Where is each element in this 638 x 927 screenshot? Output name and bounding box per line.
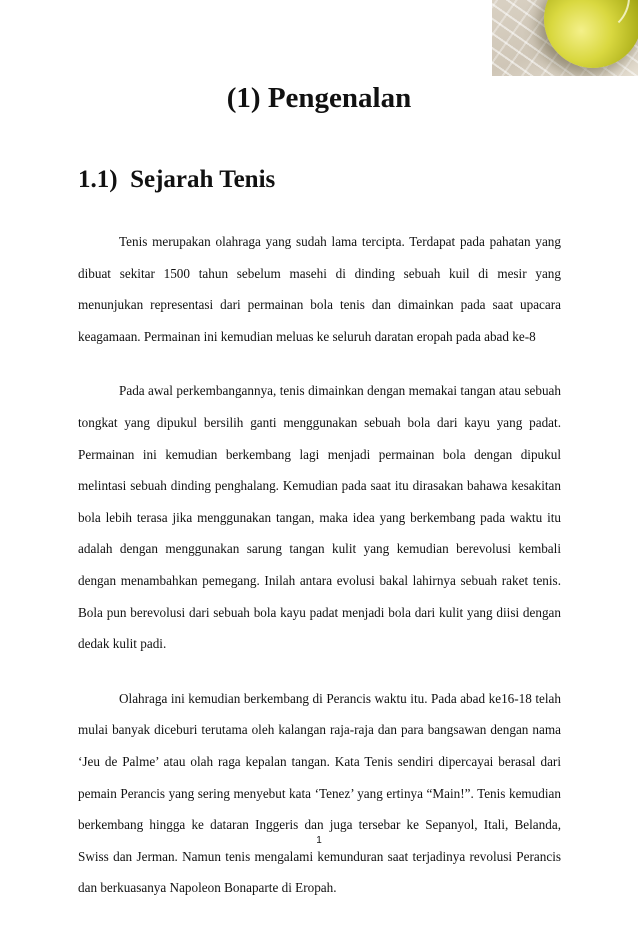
page-title: (1) Pengenalan	[226, 82, 412, 114]
page-number: 1	[316, 835, 322, 846]
paragraph-2: Pada awal perkembangannya, tenis dimainkan dengan memakai tangan atau sebuah tongkat yang dipukul bersilih ganti menggunakan sebuah bola dari kayu yang padat. Permainan ini kemudian berkembang lagi menjadi permainan bola dengan dipukul melintasi sebuah dinding penghalang. Kemudian pada saat itu dirasakan bahawa kesakitan bola lebih terasa jika menggunakan tangan, maka idea yang berkembang pada waktu itu adalah dengan menggunakan sarung tangan kulit yang kemudian berevolusi kembali dengan menambahkan pemegang. Inilah antara evolusi bakal lahirnya sebuah raket tenis. Bola pun berevolusi dari sebuah bola kayu padat menjadi bola dari kulit yang diisi dengan dedak kulit padi.	[78, 383, 561, 652]
tennis-ball-photo	[492, 0, 638, 76]
paragraph-1: Tenis merupakan olahraga yang sudah lama tercipta. Terdapat pada pahatan yang dibuat sekitar 1500 tahun sebelum masehi di dinding sebuah kuil di mesir yang menunjukan representasi dari permainan bola tenis dan dimainkan pada saat upacara keagamaan. Permainan ini kemudian meluas ke seluruh daratan eropah pada abad ke-8	[78, 234, 561, 344]
section-heading: 1.1) Sejarah Tenis	[78, 166, 276, 193]
body-text	[78, 226, 561, 927]
paragraph-3: Olahraga ini kemudian berkembang di Perancis waktu itu. Pada abad ke16-18 telah mulai banyak diceburi terutama oleh kalangan raja-raja dan para bangsawan dengan nama ‘Jeu de Palme’ atau olah raga kepalan tangan. Kata Tenis sendiri dipercayai berasal dari pemain Perancis yang sering menyebut kata ‘Tenez’ yang ertinya “Main!”. Tenis kemudian berkembang hingga ke dataran Inggeris dan juga tersebar ke Sepanyol, Itali, Belanda, Swiss dan Jerman. Namun tenis mengalami kemunduran saat terjadinya revolusi Perancis dan berkuasanya Napoleon Bonaparte di Eropah.	[78, 690, 561, 896]
